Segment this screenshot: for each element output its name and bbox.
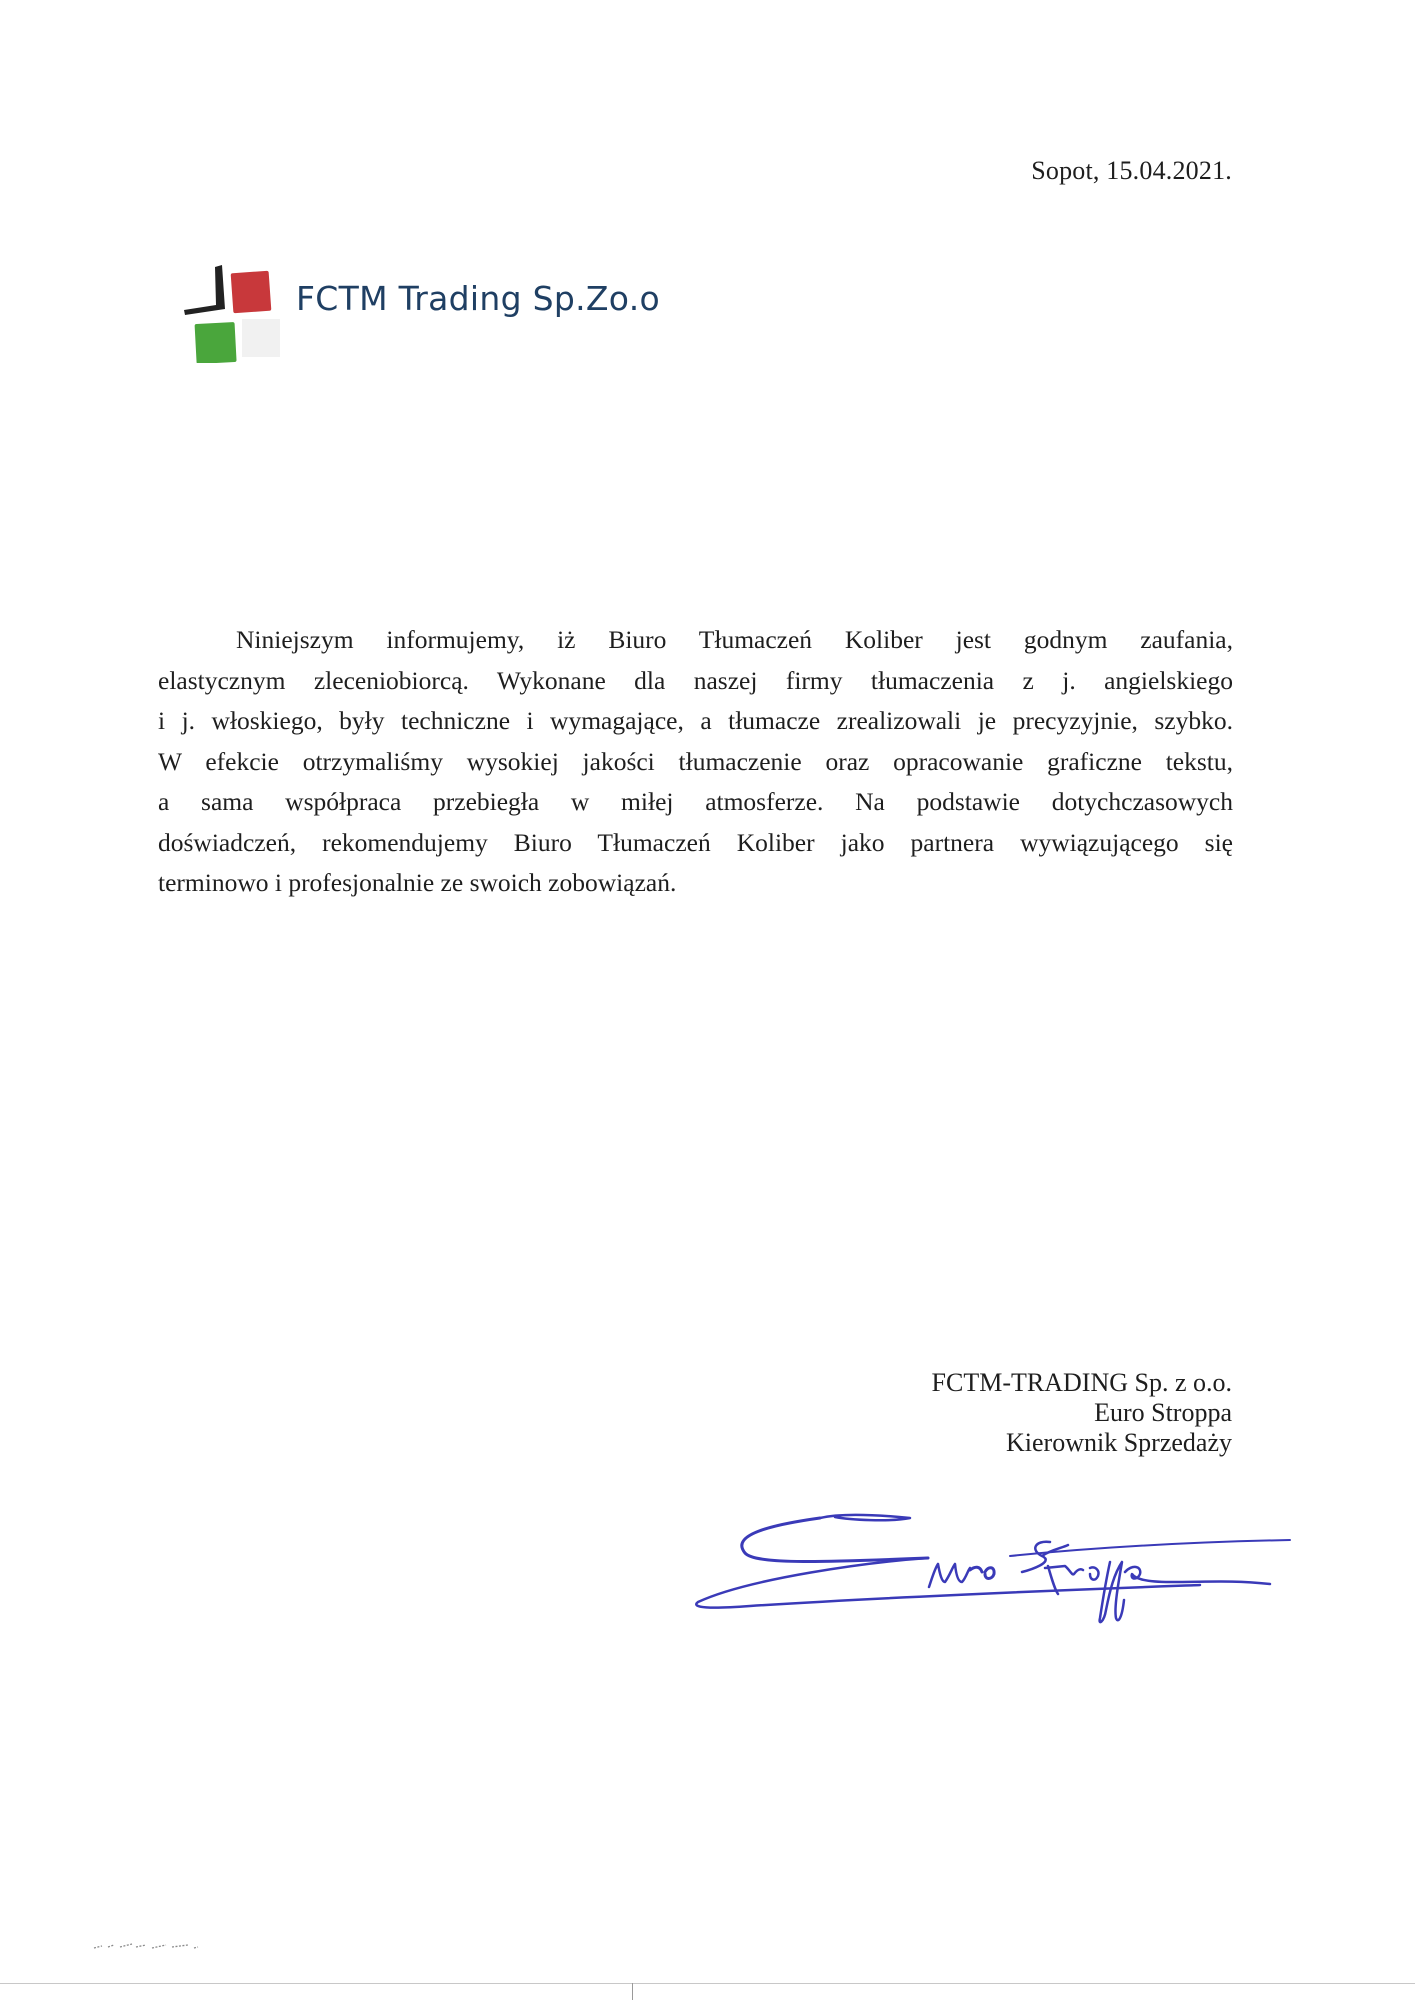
body-line: Niniejszym informujemy, iż Biuro Tłumaczeń Koliber jest godnym zaufania, — [236, 625, 1233, 654]
closing-name: Euro Stroppa — [1094, 1398, 1232, 1427]
page-bottom-edge — [0, 1983, 1415, 1984]
logo-red-square — [231, 271, 272, 314]
body-line: i j. włoskiego, były techniczne i wymagające, a tłumacze zrealizowali je precyzyjnie, szybko. — [158, 706, 1233, 735]
closing-company: FCTM-TRADING Sp. z o.o. — [931, 1368, 1232, 1397]
logo-green-square — [195, 322, 237, 363]
place-and-date: Sopot, 15.04.2021. — [1031, 156, 1232, 185]
letter-body — [158, 620, 1233, 904]
body-line: doświadczeń, rekomendujemy Biuro Tłumaczeń Koliber jako partnera wywiązującego się — [158, 827, 1233, 857]
body-line: terminowo i profesjonalnie ze swoich zobowiązań. — [158, 868, 677, 897]
body-line: a sama współpraca przebiegła w miłej atmosferze. Na podstawie dotychczasowych — [158, 787, 1233, 816]
company-logo-text: FCTM Trading Sp.Zo.o — [296, 279, 660, 318]
handwritten-signature — [670, 1490, 1350, 1640]
page-fold-mark — [632, 1983, 633, 2000]
fctm-logo-squares-icon — [182, 253, 282, 363]
body-line: W efekcie otrzymaliśmy wysokiej jakości tłumaczenie oraz opracowanie graficzne tekstu, — [158, 746, 1233, 776]
signature-block — [932, 1368, 1232, 1458]
logo-light-square — [242, 319, 280, 357]
logo-dark-bracket — [184, 265, 225, 315]
body-line: elastycznym zleceniobiorcą. Wykonane dla naszej firmy tłumaczenia z j. angielskiego — [158, 665, 1233, 695]
company-logo — [182, 253, 722, 363]
scanner-artifact — [92, 1940, 212, 1952]
closing-title: Kierownik Sprzedaży — [1006, 1428, 1232, 1457]
